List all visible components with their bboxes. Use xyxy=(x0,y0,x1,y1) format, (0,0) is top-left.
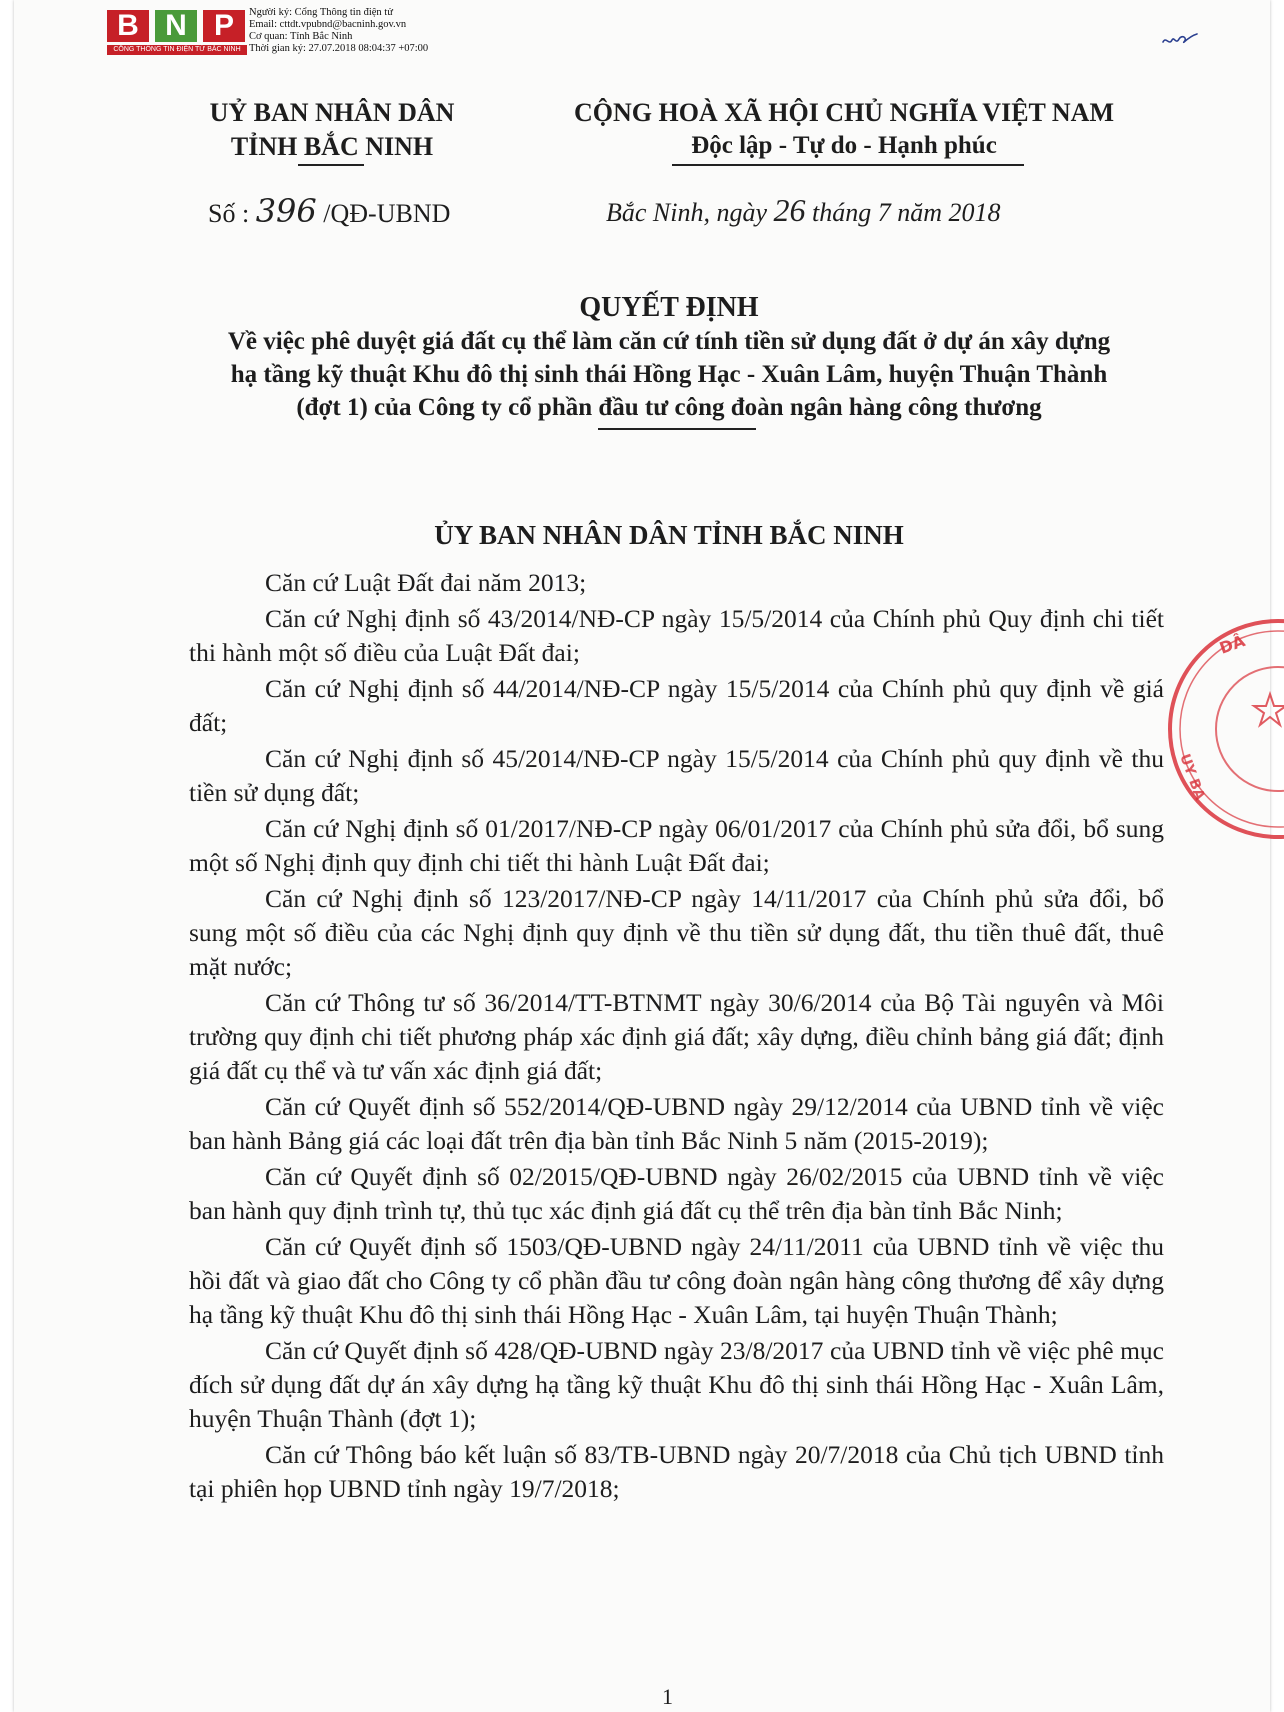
legal-basis-paragraph: Căn cứ Nghị định số 44/2014/NĐ-CP ngày 15/5/2014 của Chính phủ quy định về giá đất; xyxy=(189,674,1164,737)
doc-number-prefix: Số : xyxy=(208,199,250,228)
legal-basis-paragraph: Căn cứ Nghị định số 43/2014/NĐ-CP ngày 15/5/2014 của Chính phủ Quy định chi tiết thi hành một số điều của Luật Đất đai; xyxy=(189,604,1164,667)
red-seal-stamp-icon xyxy=(1160,616,1284,842)
decision-subject-line1: Về việc phê duyệt giá đất cụ thể làm căn cứ tính tiền sử dụng đất ở dự án xây dựng xyxy=(227,328,1111,355)
signature-info xyxy=(249,7,428,55)
motto-underline xyxy=(672,164,1024,166)
logo-strip: CỔNG THÔNG TIN ĐIỆN TỬ BẮC NINH xyxy=(107,45,247,55)
legal-basis-paragraph: Căn cứ Quyết định số 552/2014/QĐ-UBND ngày 29/12/2014 của UBND tỉnh về việc ban hành Bảng giá các loại đất trên địa bàn tỉnh Bắc Ninh 5 năm (2015-2019); xyxy=(189,1092,1164,1155)
logo-letter-b: B xyxy=(107,10,149,42)
legal-basis-paragraph: Căn cứ Quyết định số 428/QĐ-UBND ngày 23/8/2017 của UBND tỉnh về việc phê mục đích sử dụng đất dự án xây dựng hạ tầng kỹ thuật Khu đô thị sinh thái Hồng Hạc - Xuân Lâm, huyện Thuận Thành (đợt 1); xyxy=(189,1336,1164,1433)
doc-number-suffix: /QĐ-UBND xyxy=(323,199,451,228)
legal-basis-paragraph: Căn cứ Nghị định số 01/2017/NĐ-CP ngày 06/01/2017 của Chính phủ sửa đổi, bổ sung một số Nghị định quy định chi tiết thi hành Luật Đất đai; xyxy=(189,814,1164,877)
decision-title: QUYẾT ĐỊNH xyxy=(579,292,759,323)
document-date xyxy=(606,192,1001,229)
document-page xyxy=(14,0,1270,1712)
legal-basis-paragraph: Căn cứ Thông tư số 36/2014/TT-BTNMT ngày 30/6/2014 của Bộ Tài nguyên và Môi trường quy định chi tiết phương pháp xác định giá đất; xây dựng, điều chỉnh bảng giá đất; định giá đất cụ thể và tư vấn xác định giá đất; xyxy=(189,988,1164,1085)
doc-number-handwritten: 396 xyxy=(255,192,317,230)
issuing-authority: ỦY BAN NHÂN DÂN TỈNH BẮC NINH xyxy=(434,520,904,550)
svg-text:UY BA: UY BA xyxy=(1176,751,1208,803)
document-body xyxy=(189,566,1164,1508)
legal-basis-paragraph: Căn cứ Thông báo kết luận số 83/TB-UBND ngày 20/7/2018 của Chủ tịch UBND tỉnh tại phiên họp UBND tỉnh ngày 19/7/2018; xyxy=(189,1440,1164,1503)
page-number: 1 xyxy=(662,1684,673,1709)
nation-motto: Độc lập - Tự do - Hạnh phúc xyxy=(691,132,997,159)
initial-mark-icon xyxy=(1160,28,1200,50)
legal-basis-paragraph: Căn cứ Luật Đất đai năm 2013; xyxy=(265,568,587,597)
svg-text:DÂ: DÂ xyxy=(1216,631,1248,658)
logo-letter-p: P xyxy=(203,10,245,42)
subject-underline xyxy=(598,428,756,430)
signature-signer: Người ký: Cổng Thông tin điện tử xyxy=(249,7,393,18)
document-number xyxy=(208,192,450,230)
org-name-line1: UỶ BAN NHÂN DÂN xyxy=(209,98,455,127)
legal-basis-paragraph: Căn cứ Nghị định số 123/2017/NĐ-CP ngày 14/11/2017 của Chính phủ sửa đổi, bổ sung một số điều của các Nghị định quy định về thu tiền sử dụng đất, thu tiền thuê đất, thuê mặt nước; xyxy=(189,884,1164,981)
signature-agency: Cơ quan: Tỉnh Bắc Ninh xyxy=(249,31,353,42)
org-underline xyxy=(298,164,364,166)
date-prefix: Bắc Ninh, ngày xyxy=(606,198,768,227)
decision-subject-line3: (đợt 1) của Công ty cổ phần đầu tư công đoàn ngân hàng công thương xyxy=(296,394,1042,421)
decision-subject-line2: hạ tầng kỹ thuật Khu đô thị sinh thái Hồng Hạc - Xuân Lâm, huyện Thuận Thành xyxy=(230,361,1108,388)
legal-basis-paragraph: Căn cứ Quyết định số 02/2015/QĐ-UBND ngày 26/02/2015 của UBND tỉnh về việc ban hành quy định trình tự, thủ tục xác định giá đất cụ thể trên địa bàn tỉnh Bắc Ninh; xyxy=(189,1162,1164,1225)
legal-basis-paragraph: Căn cứ Nghị định số 45/2014/NĐ-CP ngày 15/5/2014 của Chính phủ quy định về thu tiền sử dụng đất; xyxy=(189,744,1164,807)
date-suffix: tháng 7 năm 2018 xyxy=(812,198,1001,227)
legal-basis-paragraph: Căn cứ Quyết định số 1503/QĐ-UBND ngày 24/11/2011 của UBND tỉnh về việc thu hồi đất và giao đất cho Công ty cổ phần đầu tư công đoàn ngân hàng công thương để xây dựng hạ tầng kỹ thuật Khu đô thị sinh thái Hồng Hạc - Xuân Lâm, tại huyện Thuận Thành; xyxy=(189,1232,1164,1329)
bnp-logo xyxy=(107,7,247,55)
date-day-handwritten: 26 xyxy=(773,192,806,228)
signature-time: Thời gian ký: 27.07.2018 08:04:37 +07:00 xyxy=(249,43,429,54)
nation-name: CỘNG HOÀ XÃ HỘI CHỦ NGHĨA VIỆT NAM xyxy=(573,98,1115,127)
signature-email: Email: cttdt.vpubnd@bacninh.gov.vn xyxy=(249,19,407,30)
org-name-line2: TỈNH BẮC NINH xyxy=(230,132,434,161)
logo-letter-n: N xyxy=(155,10,197,42)
